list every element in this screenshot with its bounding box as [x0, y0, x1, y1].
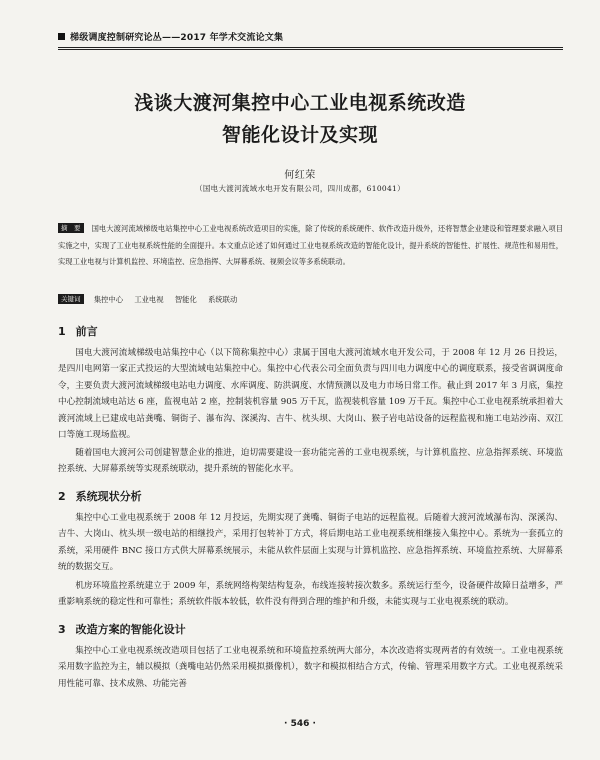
paper-title-line-2: 智能化设计及实现 — [221, 124, 378, 146]
paper-title-line-1: 浅谈大渡河集控中心工业电视系统改造 — [134, 92, 466, 114]
page-number: · 546 · — [284, 719, 316, 729]
keywords — [58, 292, 563, 308]
author-affiliation: （国电大渡河流域水电开发有限公司，四川成都，610041） — [195, 184, 405, 193]
body-paragraph: 随着国电大渡河公司创建智慧企业的推进，迫切需要建设一套功能完善的工业电视系统，与计算机监控、应急指挥系统、环境监控系统、大屏幕系统等实现系统联动，提升系统的智能化水平。 — [58, 448, 563, 475]
body-paragraph: 集控中心工业电视系统改造项目包括了工业电视系统和环境监控系统两大部分，本次改造将实现两者的有效统一。工业电视系统采用数字监控为主，辅以模拟（龚嘴电站仍然采用模拟摄像机），数字和模拟相结合方式，传输、管理采用数字方式。工业电视系统采用性能可靠、技术成熟、功能完善 — [58, 646, 563, 689]
abstract-text: 国电大渡河流域梯级电站集控中心工业电视系统改造项目的实施，除了传统的系统硬件、软件改造升级外，还将智慧企业建设和管理要求融入项目实施之中，实现了工业电视系统性能的全面提升。本文重点论述了如何通过工业电视系统改造的智能化设计，提升系统的智能性、扩展性、规范性和易用性，实现工业电视与计算机监控、环境监控、应急指挥、大屏幕系统、视频会议等多系统联动。 — [58, 224, 563, 267]
body-paragraph: 机房环境监控系统建立于 2009 年，系统网络构架结构复杂，布线连接转接次数多。系统运行至今，设备硬件故障日益增多，严重影响系统的稳定性和可靠性；系统软件版本较低，软件没有得到合理的维护和升级，未能实现与工业电视系统的联动。 — [58, 581, 563, 608]
header-text: 梯级调度控制研究论丛——2017 年学术交流论文集 — [70, 33, 284, 43]
abstract — [58, 221, 563, 271]
header-square-icon — [58, 33, 65, 40]
abstract-label: 摘 要 — [58, 223, 84, 233]
keyword: 工业电视 — [134, 295, 164, 304]
section-title: 前言 — [75, 325, 98, 338]
keyword: 集控中心 — [93, 295, 124, 304]
section-number: 2 — [58, 490, 66, 503]
section-heading — [58, 621, 186, 637]
keyword: 智能化 — [174, 295, 197, 304]
keywords-label: 关键词 — [58, 294, 84, 304]
section-title: 改造方案的智能化设计 — [75, 623, 186, 636]
keyword: 系统联动 — [208, 295, 238, 304]
section-number: 3 — [58, 623, 66, 636]
section-heading — [58, 323, 98, 339]
section-title: 系统现状分析 — [75, 490, 142, 503]
section-heading — [58, 488, 142, 504]
header-rule — [58, 47, 563, 50]
author-name: 何红荣 — [284, 170, 316, 181]
body-paragraph: 国电大渡河流域梯级电站集控中心（以下简称集控中心）隶属于国电大渡河流域水电开发公司，于 2008 年 12 月 26 日投运，是四川电网第一家正式投运的大型流域电站集控中心。集控中心代表公司全面负责与四川电力调度中心的调度联系，接受省调调度命令，主要负责大渡河流域梯级电站电力调度、水库调度、防洪调度、水情预测以及电力市场日常工作。截止到 2017 年 3 月底，集控中心控制流域电站达 6 座，监视电站 2 座，控制装机容量 905 万千瓦，监视装机容量 109 万千瓦。集控中心工业电视系统承担着大渡河流域上已建成电站龚嘴、铜街子、瀑布沟、深溪沟、吉牛、枕头坝、大岗山、猴子岩电站设备的远程监视和施工电站沙南、双江口等施工现场监视。 — [58, 348, 563, 441]
body-paragraph: 集控中心工业电视系统于 2008 年 12 月投运，先期实现了龚嘴、铜街子电站的远程监视。后随着大渡河流域瀑布沟、深溪沟、吉牛、大岗山、枕头坝一级电站的相继投产，采用打包转补丁方式，将后期电站工业电视系统相继接入集控中心。系统为一套孤立的系统，采用硬件 BNC 接口方式供大屏幕系统展示，未能从软件层面上实现与计算机监控、应急指挥系统、环境监控系统、大屏幕系统的数据交互。 — [58, 513, 563, 573]
running-header — [58, 30, 563, 43]
section-number: 1 — [58, 325, 66, 338]
